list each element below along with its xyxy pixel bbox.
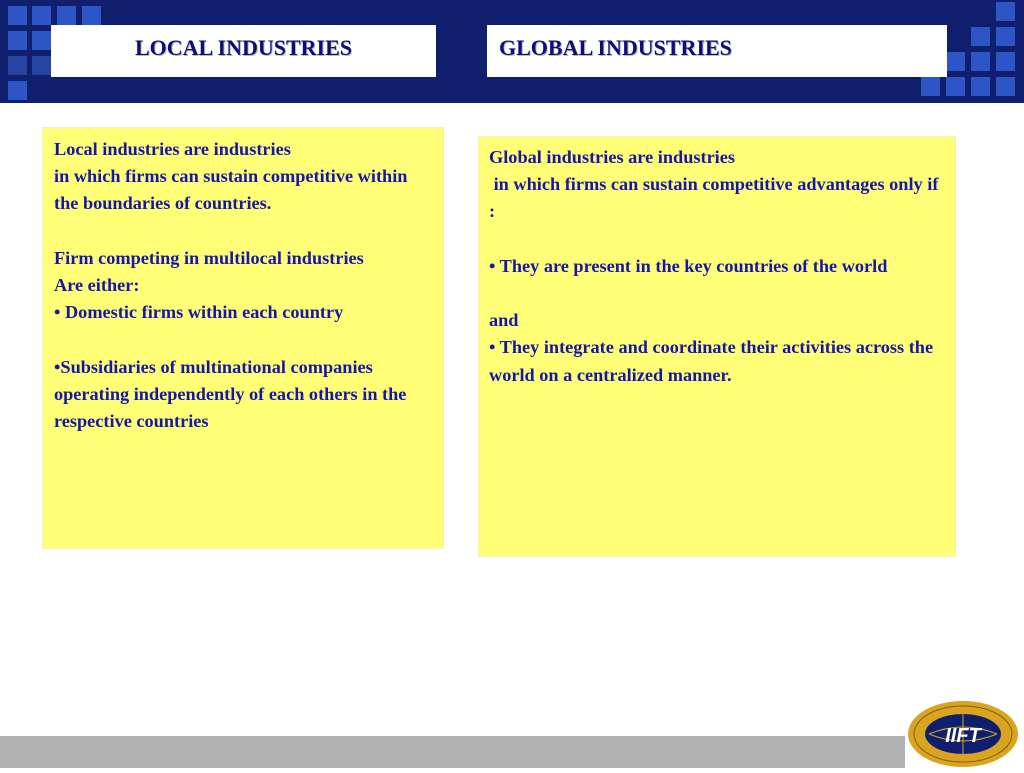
- global-industries-panel: [478, 136, 956, 557]
- decor-square: [996, 52, 1015, 71]
- local-industries-title: LOCAL INDUSTRIES: [51, 25, 436, 77]
- global-connector-and: and: [489, 310, 519, 331]
- decor-square: [996, 2, 1015, 21]
- local-industries-panel: [42, 127, 444, 549]
- decor-square: [32, 6, 51, 25]
- decor-square: [32, 31, 51, 50]
- global-intro-line: Global industries are industries: [489, 147, 735, 167]
- local-are-either: Are either:: [54, 275, 140, 295]
- decor-square: [32, 56, 51, 75]
- decor-square: [8, 56, 27, 75]
- decor-square: [946, 77, 965, 96]
- iift-logo-graphic: [907, 700, 1019, 768]
- global-industries-title: GLOBAL INDUSTRIES: [487, 25, 947, 77]
- decor-square: [946, 52, 965, 71]
- decor-square: [996, 77, 1015, 96]
- global-bullet-integrate: • They integrate and coordinate their activities across the world on a centralized manner.: [489, 337, 934, 385]
- header-band: [0, 0, 1024, 103]
- decor-square: [82, 6, 101, 25]
- decor-square: [8, 81, 27, 100]
- decor-square: [8, 6, 27, 25]
- decor-square: [971, 77, 990, 96]
- logo-acronym: IIFT: [945, 725, 981, 747]
- decor-square: [971, 52, 990, 71]
- decor-square: [8, 31, 27, 50]
- local-bullet-subsidiaries: •Subsidiaries of multinational companies operating independently of each others in the respective countries: [54, 356, 407, 431]
- global-definition: in which firms can sustain competitive advantages only if :: [489, 174, 944, 222]
- local-definition: in which firms can sustain competitive within the boundaries of countries.: [54, 166, 408, 214]
- decor-square: [996, 27, 1015, 46]
- local-bullet-domestic: • Domestic firms within each country: [54, 302, 344, 323]
- decor-square: [971, 27, 990, 46]
- decor-square: [57, 6, 76, 25]
- local-firm-competing: Firm competing in multilocal industries: [54, 247, 364, 268]
- global-bullet-present: • They are present in the key countries of the world: [489, 255, 888, 276]
- footer-bar: [0, 736, 905, 768]
- local-intro-line: Local industries are industries: [54, 139, 291, 159]
- decor-square: [921, 77, 940, 96]
- iift-logo: [907, 700, 1019, 768]
